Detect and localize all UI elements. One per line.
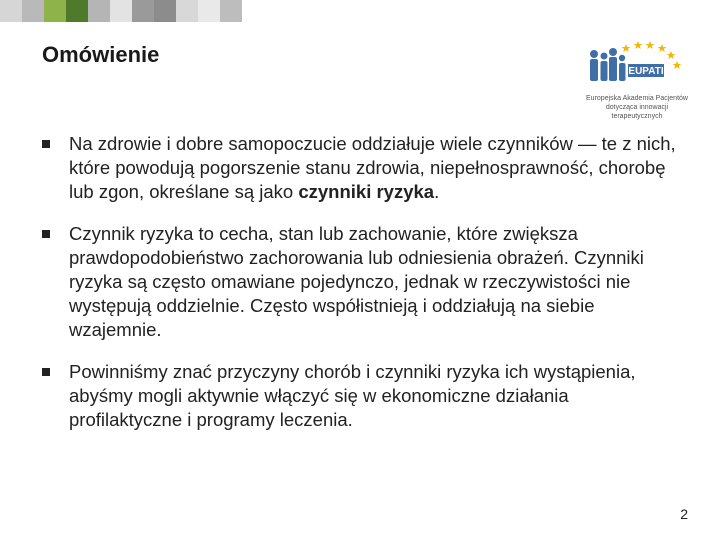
bullet-item xyxy=(42,360,682,432)
bullet-list xyxy=(42,132,682,450)
bullet-square-icon xyxy=(42,368,50,376)
color-square xyxy=(44,0,66,22)
logo-tagline-line: dotycząca innowacji xyxy=(605,104,669,111)
color-square xyxy=(220,0,242,22)
bullet-square-icon xyxy=(42,230,50,238)
color-square xyxy=(88,0,110,22)
top-color-strip xyxy=(0,0,720,22)
color-square xyxy=(66,0,88,22)
logo-tagline xyxy=(570,94,704,121)
bullet-text: Czynnik ryzyka to cecha, stan lub zachowanie, które zwiększa prawdopodobieństwo zachorowania lub odniesienia obrażeń. Czynniki ryzyka są często omawiane pojedynczo, jednak w rzeczywistości nie występują oddzielnie. Często współistnieją i oddziałują na siebie wzajemnie. xyxy=(69,223,644,340)
slide-title: Omówienie xyxy=(42,42,160,67)
brand-name: EUPATI xyxy=(628,66,664,77)
bullet-text: Powinniśmy znać przyczyny chorób i czynniki ryzyka ich wystąpienia, abyśmy mogli aktywnie włączyć się w ekonomiczne działania profilaktyczne i programy leczenia. xyxy=(69,361,636,430)
page-number: 2 xyxy=(680,506,688,522)
color-square xyxy=(22,0,44,22)
bullet-text: Na zdrowie i dobre samopoczucie oddziałuje wiele czynników — te z nich, które powodują pogorszenie stanu zdrowia, niepełnosprawność, chorobę lub zgon, określane są jako xyxy=(69,133,676,202)
people-icon xyxy=(590,48,626,81)
color-square xyxy=(110,0,132,22)
bullet-bold-term: czynniki ryzyka xyxy=(298,181,435,202)
color-square xyxy=(176,0,198,22)
color-square xyxy=(0,0,22,22)
color-square xyxy=(132,0,154,22)
logo-tagline-line: Europejska Akademia Pacjentów xyxy=(586,95,688,102)
bullet-square-icon xyxy=(42,140,50,148)
logo-tagline-line: terapeutycznych xyxy=(611,113,663,120)
bullet-item xyxy=(42,222,682,342)
color-square xyxy=(154,0,176,22)
color-square xyxy=(198,0,220,22)
bullet-item xyxy=(42,132,682,204)
bullet-text-end: . xyxy=(434,181,440,202)
